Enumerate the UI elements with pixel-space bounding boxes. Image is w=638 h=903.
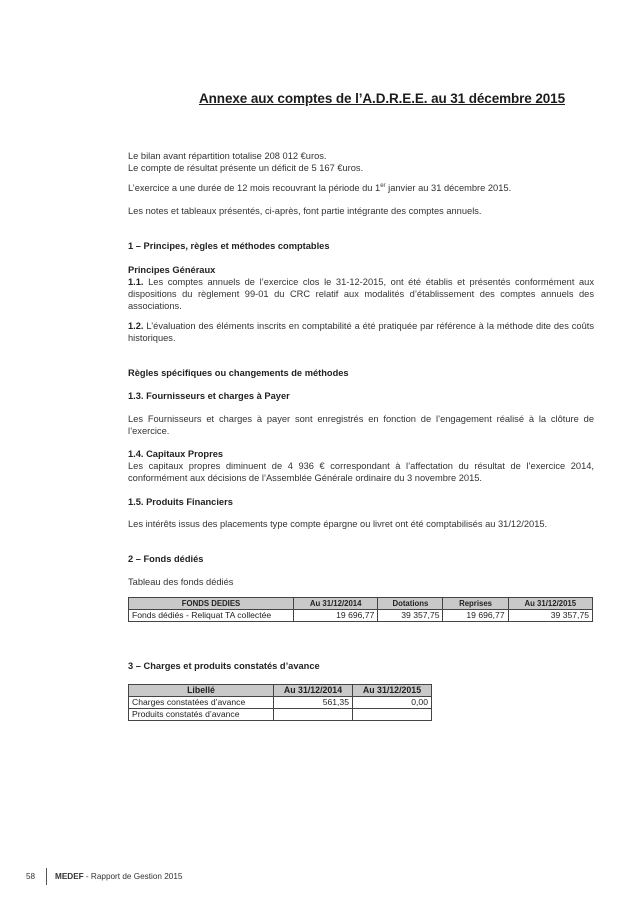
- footer-report-title: - Rapport de Gestion 2015: [83, 872, 183, 881]
- intro-exercice-pre: L’exercice a une durée de 12 mois recouvrant la période du 1: [128, 183, 381, 193]
- fonds-header-dotations: Dotations: [378, 598, 443, 610]
- section3-heading: 3 – Charges et produits constatés d’avance: [128, 661, 320, 671]
- page-title: Annexe aux comptes de l’A.D.R.E.E. au 31 décembre 2015: [199, 91, 566, 106]
- produits-row-label: Produits constatés d’avance: [129, 709, 274, 721]
- page-number: 58: [26, 872, 36, 881]
- fonds-header-reprises: Reprises: [443, 598, 508, 610]
- paragraph-1-5: Les intérêts issus des placements type compte épargne ou livret ont été comptabilisés au 31/12/2015.: [128, 519, 548, 529]
- paragraph-1-1: [128, 276, 594, 313]
- charges-row-2014: 561,35: [274, 697, 353, 709]
- paragraph-1-4: Les capitaux propres diminuent de 4 936 € correspondant à l’affectation du résultat de l’exercice 2014, conformément aux décisions de l’Assemblée Générale ordinaire du 3 novembre 2015.: [128, 461, 594, 484]
- fonds-table-caption: Tableau des fonds dédiés: [128, 577, 234, 587]
- fonds-row-dotations: 39 357,75: [378, 610, 443, 622]
- fonds-header-2014: Au 31/12/2014: [294, 598, 378, 610]
- footer-brand: MEDEF: [55, 872, 84, 881]
- fonds-header-2015: Au 31/12/2015: [508, 598, 592, 610]
- intro-exercice: [128, 182, 511, 194]
- paragraph-1-2-number: 1.2.: [128, 321, 144, 331]
- intro-resultat: Le compte de résultat présente un déficit de 5 167 €uros.: [128, 163, 364, 173]
- fonds-table-header-row: [129, 598, 593, 610]
- produits-row-2014: [274, 709, 353, 721]
- section2-heading: 2 – Fonds dédiés: [128, 554, 204, 564]
- footer-text: [55, 872, 182, 881]
- principes-heading: Principes Généraux: [128, 265, 216, 275]
- section1-heading: 1 – Principes, règles et méthodes comptables: [128, 241, 330, 251]
- paragraph-1-1-text: Les comptes annuels de l’exercice clos le 31-12-2015, ont été établis et présentés conformément aux dispositions du règlement 99-01 du CRC relatif aux modalités d’établissement des comptes annuels des associations.: [128, 277, 594, 312]
- fonds-row-2014: 19 696,77: [294, 610, 378, 622]
- paragraph-1-2: [128, 320, 594, 344]
- fonds-header-label: FONDS DEDIES: [129, 598, 294, 610]
- fonds-row-label: Fonds dédiés - Reliquat TA collectée: [129, 610, 294, 622]
- charges-produits-table: [128, 684, 432, 721]
- fonds-row-reprises: 19 696,77: [443, 610, 508, 622]
- heading-1-5: 1.5. Produits Financiers: [128, 497, 233, 507]
- charges-table-header-row: [129, 685, 432, 697]
- table-row: [129, 610, 593, 622]
- intro-notes: Les notes et tableaux présentés, ci-après, font partie intégrante des comptes annuels.: [128, 206, 482, 216]
- intro-bilan: Le bilan avant répartition totalise 208 012 €uros.: [128, 151, 327, 161]
- paragraph-1-3: Les Fournisseurs et charges à payer sont enregistrés en fonction de l’engagement réalisé à la clôture de l’exercice.: [128, 414, 594, 437]
- charges-header-2014: Au 31/12/2014: [274, 685, 353, 697]
- heading-1-4: 1.4. Capitaux Propres: [128, 449, 224, 459]
- charges-row-2015: 0,00: [353, 697, 432, 709]
- charges-row-label: Charges constatées d’avance: [129, 697, 274, 709]
- heading-1-3: 1.3. Fournisseurs et charges à Payer: [128, 391, 290, 401]
- footer-divider: [46, 868, 47, 885]
- charges-header-2015: Au 31/12/2015: [353, 685, 432, 697]
- rules-heading: Règles spécifiques ou changements de méthodes: [128, 368, 349, 378]
- charges-header-label: Libellé: [129, 685, 274, 697]
- intro-exercice-post: janvier au 31 décembre 2015.: [385, 183, 512, 193]
- table-row: [129, 697, 432, 709]
- paragraph-1-1-number: 1.1.: [128, 277, 144, 287]
- paragraph-1-2-text: L’évaluation des éléments inscrits en comptabilité a été pratiquée par référence à la méthode dite des coûts historiques.: [128, 321, 594, 344]
- fonds-row-2015: 39 357,75: [508, 610, 592, 622]
- table-row: [129, 709, 432, 721]
- fonds-dedies-table: [128, 597, 593, 622]
- intro-exercice-sup: er: [380, 182, 386, 189]
- produits-row-2015: [353, 709, 432, 721]
